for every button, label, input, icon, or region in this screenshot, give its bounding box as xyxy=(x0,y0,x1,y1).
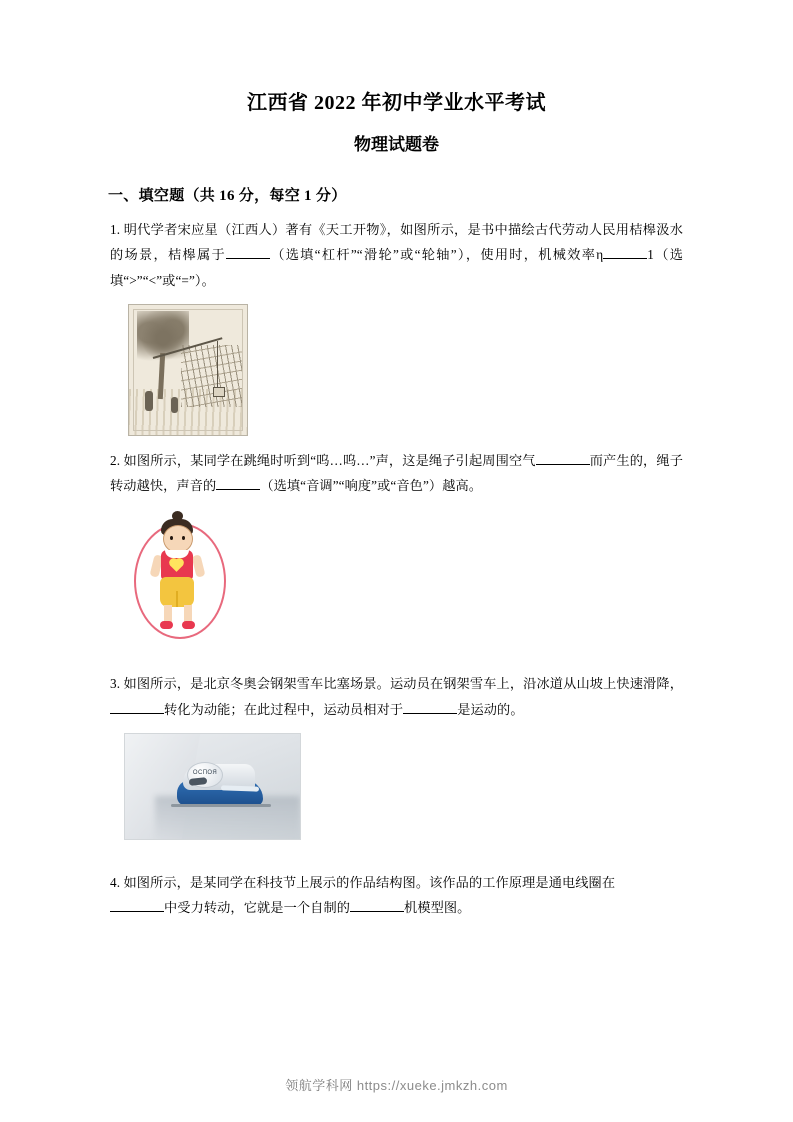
helmet-visor xyxy=(189,777,208,786)
ancient-woodcut-shadoof-image xyxy=(128,304,248,436)
question-4-text-part-3: 机模型图。 xyxy=(404,900,471,916)
question-2-text-part-3: （选填“音调”“响度”或“音色”）越高。 xyxy=(260,478,483,494)
girl-jumping-rope-image xyxy=(132,509,224,645)
question-3-text-part-1: 如图所示，是北京冬奥会钢架雪车比塞场景。运动员在钢架雪车上，沿冰道从山坡上快速滑降， xyxy=(123,676,683,692)
question-2-number: 2. xyxy=(110,452,121,468)
helmet-label: ОСПОЯ xyxy=(192,769,218,776)
answer-blank[interactable] xyxy=(216,489,260,490)
question-3-text-part-3: 是运动的。 xyxy=(457,701,524,717)
answer-blank[interactable] xyxy=(603,258,647,259)
question-4-text-part-2: 中受力转动，它就是一个自制的 xyxy=(164,900,351,916)
question-2-text-part-2: 而产生的，绳子转动越快，声音的 xyxy=(110,452,684,494)
answer-blank[interactable] xyxy=(350,911,404,912)
figure-question-1 xyxy=(110,304,683,436)
girl-right-shoe xyxy=(182,621,195,629)
figure-question-2 xyxy=(110,509,683,645)
question-2-text-part-1: 如图所示，某同学在跳绳时听到“呜…呜…”声，这是绳子引起周围空气 xyxy=(123,452,536,468)
girl-overalls-seam xyxy=(176,591,178,607)
skeleton-sled-photo-image xyxy=(124,733,301,840)
question-4 xyxy=(110,870,683,921)
question-3 xyxy=(110,671,683,722)
answer-blank[interactable] xyxy=(536,464,590,465)
question-1-text-part-2: （选填“杠杆”“滑轮”或“轮轴”），使用时，机械效率η xyxy=(269,247,604,263)
girl-left-shoe xyxy=(160,621,173,629)
question-3-text-part-2: 转化为动能；在此过程中，运动员相对于 xyxy=(164,701,404,717)
figure-question-3 xyxy=(110,733,683,840)
answer-blank[interactable] xyxy=(403,713,457,714)
section-heading: 一、填空题（共 16 分，每空 1 分） xyxy=(108,187,347,204)
girl-head xyxy=(163,525,193,553)
question-1-number: 1. xyxy=(110,221,121,237)
answer-blank[interactable] xyxy=(226,258,270,259)
answer-blank[interactable] xyxy=(110,911,164,912)
suit-stripe xyxy=(221,785,259,791)
page-subtitle: 物理试题卷 xyxy=(354,135,439,154)
question-1-text-part-1: 明代学者宋应星（江西人）著有《天工开物》，如图所示，是书中描绘古代劳动人民用桔槔汲水的场景，桔槔属于 xyxy=(110,221,683,263)
question-2 xyxy=(110,448,683,499)
page-title: 江西省 2022 年初中学业水平考试 xyxy=(247,92,546,114)
footer-brand: 领航学科网 xyxy=(285,1078,353,1093)
sled-runner xyxy=(171,804,271,807)
question-1 xyxy=(110,217,683,294)
question-4-text-part-1: 如图所示，是某同学在科技节上展示的作品结构图。该作品的工作原理是通电线圈在 xyxy=(123,874,616,890)
woodcut-frame xyxy=(133,309,243,431)
question-1-text-part-3: 1（选填“>”“<”或“=”）。 xyxy=(110,247,683,288)
footer-watermark xyxy=(0,1075,793,1094)
footer-url: https://xueke.jmkzh.com xyxy=(356,1078,508,1093)
answer-blank[interactable] xyxy=(110,713,164,714)
question-3-number: 3. xyxy=(110,676,121,692)
question-4-number: 4. xyxy=(110,874,121,890)
